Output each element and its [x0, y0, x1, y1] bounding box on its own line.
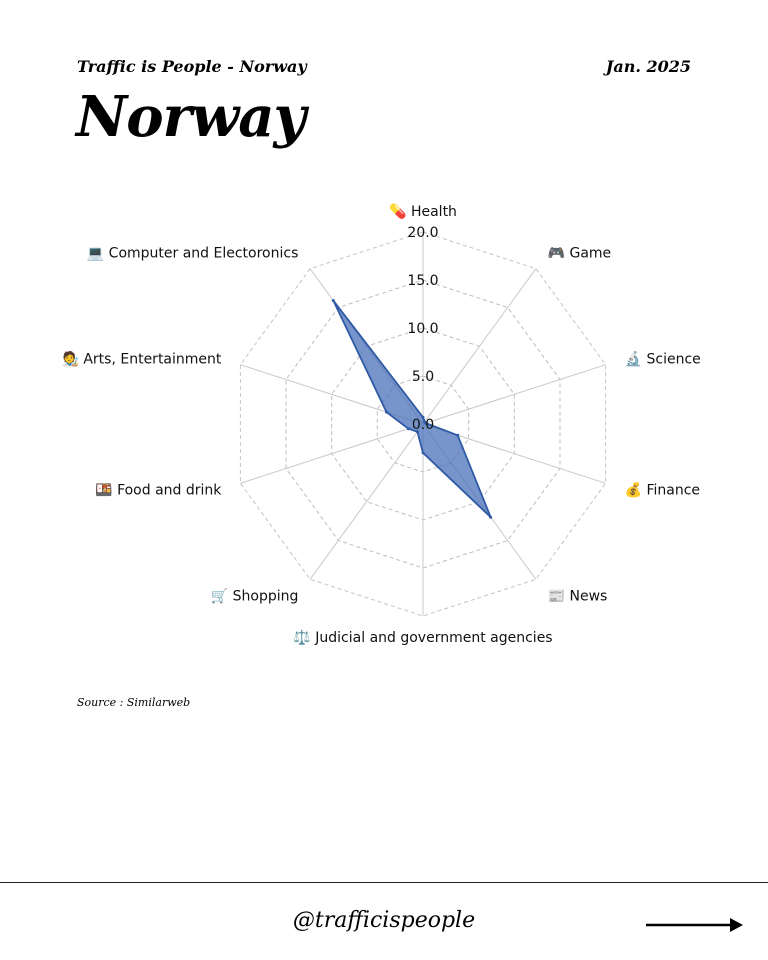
newspaper-icon: 📰	[547, 588, 570, 605]
axis-label-text: Computer and Electoronics	[108, 245, 299, 262]
radar-chart	[0, 190, 768, 670]
scales-icon: ⚖️	[293, 630, 316, 646]
axis-label-text: Health	[410, 204, 457, 220]
tick-label-4: 20.0	[407, 225, 439, 241]
axis-label-3	[625, 482, 700, 499]
data-point-3	[456, 434, 459, 437]
axis-label-2	[625, 350, 701, 368]
footer-divider	[0, 882, 768, 883]
axis-label-6	[211, 588, 299, 605]
data-point-8	[385, 411, 388, 414]
money-bag-icon: 💰	[624, 482, 647, 499]
data-point-4	[489, 516, 492, 519]
laptop-icon: 💻	[86, 245, 109, 262]
subtitle-left: Traffic is People - Norway	[77, 57, 307, 76]
source-note: Source : Similarweb	[77, 696, 191, 709]
axis-label-4	[548, 589, 608, 605]
data-point-5	[422, 451, 425, 454]
axis-label-9	[87, 246, 299, 262]
axis-label-text: Arts, Entertainment	[83, 351, 222, 368]
axis-label-text: Science	[646, 351, 701, 368]
axis-label-0	[389, 202, 457, 220]
page-title: Norway	[76, 84, 306, 150]
axis-label-7	[95, 483, 222, 499]
bento-icon: 🍱	[95, 482, 118, 499]
data-point-9	[332, 299, 335, 302]
shopping-cart-icon: 🛒	[210, 588, 233, 605]
data-point-7	[407, 427, 410, 430]
grid-spoke-2	[423, 365, 606, 424]
tick-label-1: 5.0	[411, 369, 435, 385]
axis-label-text: Judicial and government agencies	[315, 630, 553, 646]
axis-label-text: News	[569, 588, 608, 605]
pill-icon: 💊	[389, 204, 411, 220]
axis-label-text: Game	[569, 245, 612, 262]
axis-label-5	[293, 629, 552, 646]
game-controller-icon: 🎮	[547, 245, 570, 262]
axis-label-text: Shopping	[232, 588, 299, 605]
axis-label-text: Food and drink	[117, 482, 222, 499]
tick-label-0: 0.0	[411, 417, 435, 433]
tick-label-3: 15.0	[407, 273, 439, 289]
microscope-icon: 🔬	[624, 351, 647, 368]
subtitle-date: Jan. 2025	[605, 57, 691, 76]
right-arrow-icon[interactable]	[644, 915, 744, 935]
footer-handle[interactable]: @trafficispeople	[292, 908, 476, 933]
axis-label-text: Finance	[646, 482, 701, 499]
grid-spoke-6	[310, 424, 423, 579]
tick-label-2: 10.0	[407, 321, 439, 337]
grid-spoke-1	[423, 269, 536, 424]
axis-label-1	[548, 246, 612, 262]
axis-label-8	[61, 350, 221, 368]
artist-icon: 🧑‍🎨	[61, 351, 84, 368]
